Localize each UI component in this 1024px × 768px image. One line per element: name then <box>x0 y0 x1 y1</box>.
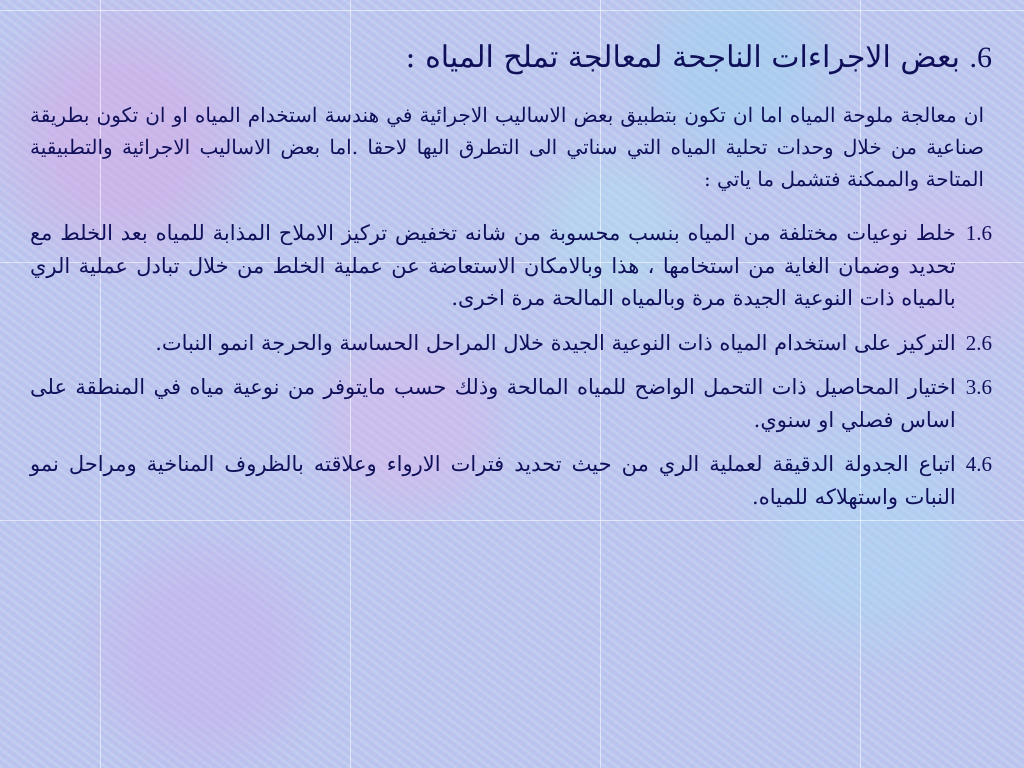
background-grid-line <box>0 10 1024 11</box>
list-item-number: 3.6 <box>965 375 992 400</box>
list-item-number: 1.6 <box>965 221 992 245</box>
list-item-text: اتباع الجدولة الدقيقة لعملية الري من حيث تحديد فترات الارواء وعلاقته بالظروف المناخية ومراحل نمو النبات واستهلاكه للمياه. <box>30 452 956 509</box>
slide-title <box>30 38 992 77</box>
title-number: 6. <box>969 41 992 74</box>
list-item-text: اختيار المحاصيل ذات التحمل الواضح للمياه المالحة وذلك حسب مايتوفر من نوعية مياه في المنطقة على اساس فصلي او سنوي. <box>30 375 956 432</box>
list-item <box>30 327 992 360</box>
list-item <box>30 448 992 513</box>
list-item-number: 4.6 <box>965 452 992 477</box>
slide-content <box>30 38 992 738</box>
list-item <box>30 371 992 436</box>
list-item-text: التركيز على استخدام المياه ذات النوعية الجيدة خلال المراحل الحساسة والحرجة انمو النبات. <box>155 330 956 355</box>
list-item-text: خلط نوعيات مختلفة من المياه بنسب محسوبة من شانه تخفيض تركيز الاملاح المذابة للمياه بعد الخلط مع تحديد وضمان الغاية من استخامها ، هذا وبالامكان الاستعاضة عن عملية الخلط من خلال تبادل عملية الري بالمياه ذات النوعية الجيدة مرة وبالمياه المالحة مرة اخرى. <box>30 221 956 311</box>
intro-paragraph: ان معالجة ملوحة المياه اما ان تكون بتطبيق بعض الاساليب الاجرائية في هندسة استخدام المياه او ان تكون بطريقة صناعية من خلال وحدات تحلية المياه التي سناتي الى التطرق اليها لاحقا .اما بعض الاساليب الاجرائية والتطبيقية المتاحة والممكنة فتشمل ما ياتي : <box>30 103 984 191</box>
list-item <box>30 217 992 315</box>
title-text: بعض الاجراءات الناجحة لمعالجة تملح المياه : <box>405 40 960 75</box>
list-item-number: 2.6 <box>965 330 992 355</box>
